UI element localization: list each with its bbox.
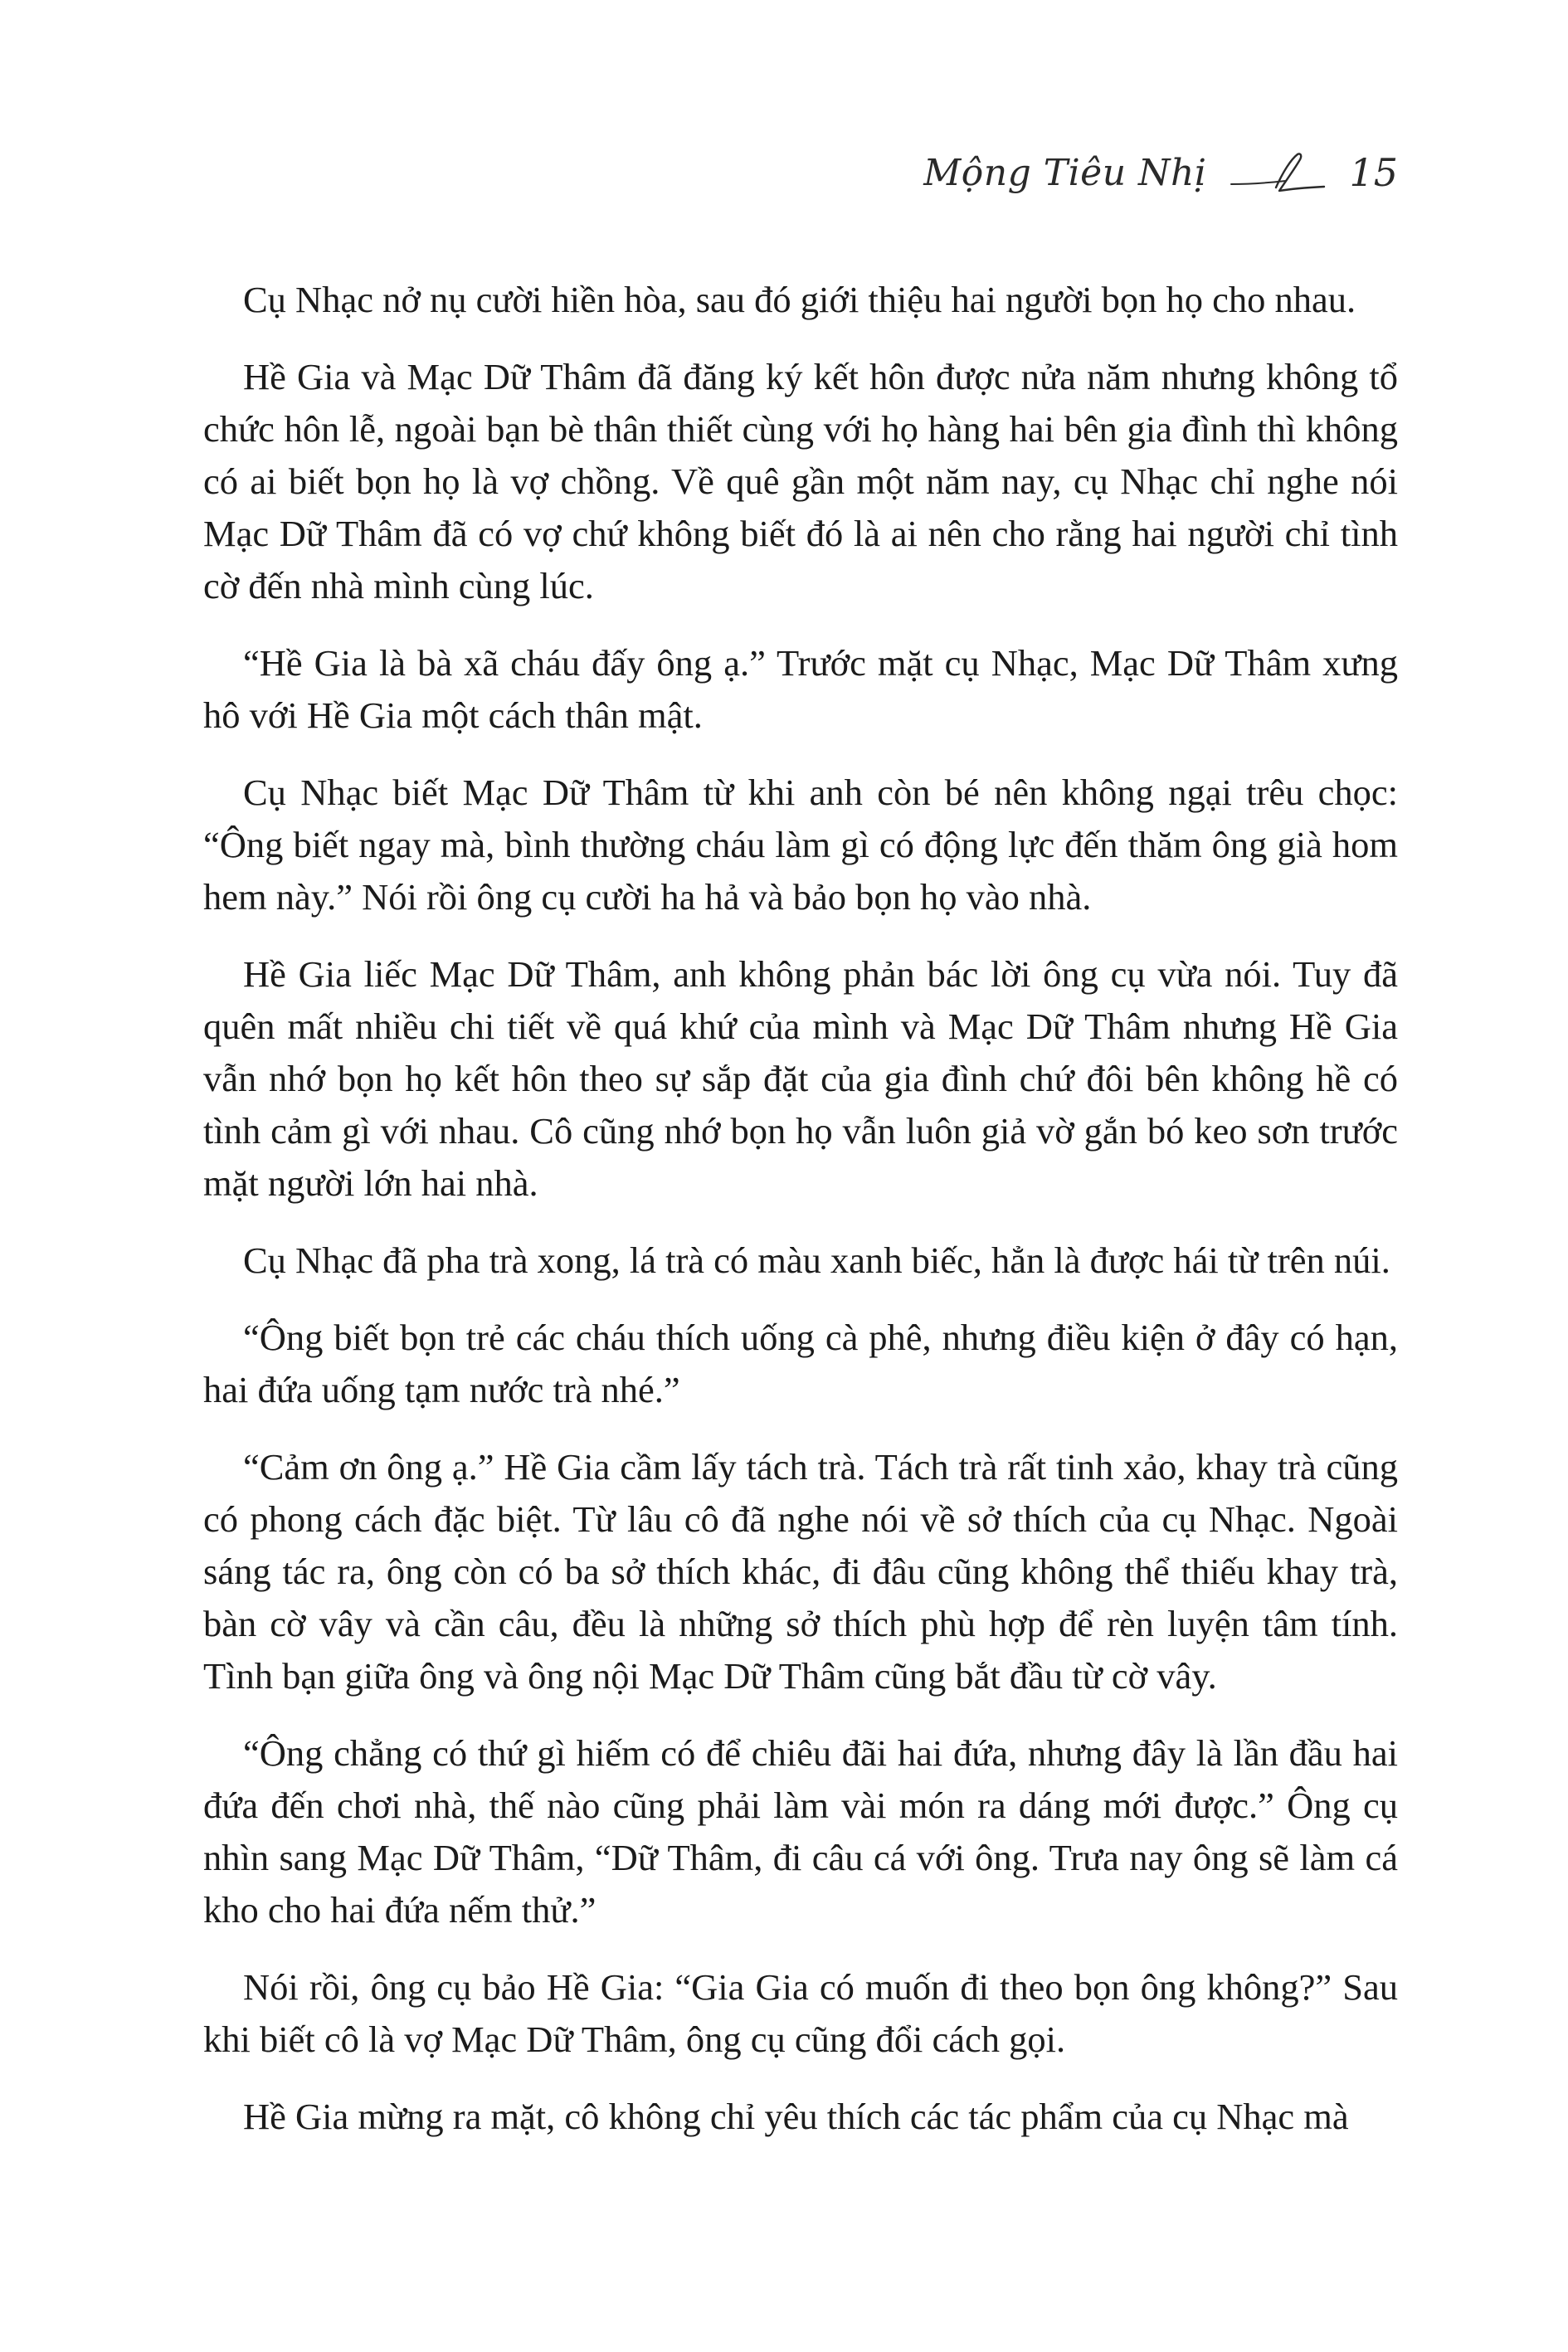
paragraph: “Cảm ơn ông ạ.” Hề Gia cầm lấy tách trà. Tách trà rất tinh xảo, khay trà cũng có phong cách đặc biệt. Từ lâu cô đã nghe nói về sở thích của cụ Nhạc. Ngoài sáng tác ra, ông còn có ba sở thích khác, đi đâu cũng không thể thiếu khay trà, bàn cờ vây và cần câu, đều là những sở thích phù hợp để rèn luyện tâm tính. Tình bạn giữa ông và ông nội Mạc Dữ Thâm cũng bắt đầu từ cờ vây. [203,1446,1398,1697]
paragraph: Nói rồi, ông cụ bảo Hề Gia: “Gia Gia có muốn đi theo bọn ông không?” Sau khi biết cô là vợ Mạc Dữ Thâm, ông cụ cũng đổi cách gọi. [203,1966,1398,2060]
body-text [203,274,1398,2168]
paragraph: Hề Gia liếc Mạc Dữ Thâm, anh không phản bác lời ông cụ vừa nói. Tuy đã quên mất nhiều chi tiết về quá khứ của mình và Mạc Dữ Thâm nhưng Hề Gia vẫn nhớ bọn họ kết hôn theo sự sắp đặt của gia đình chứ đôi bên không hề có tình cảm gì với nhau. Cô cũng nhớ bọn họ vẫn luôn giả vờ gắn bó keo sơn trước mặt người lớn hai nhà. [203,953,1398,1204]
paragraph: “Ông chẳng có thứ gì hiếm có để chiêu đãi hai đứa, nhưng đây là lần đầu hai đứa đến chơi nhà, thế nào cũng phải làm vài món ra dáng mới được.” Ông cụ nhìn sang Mạc Dữ Thâm, “Dữ Thâm, đi câu cá với ông. Trưa nay ông sẽ làm cá kho cho hai đứa nếm thử.” [203,1732,1398,1931]
quill-flourish-icon [1228,148,1327,197]
paragraph: Hề Gia mừng ra mặt, cô không chỉ yêu thích các tác phẩm của cụ Nhạc mà [243,2096,1349,2137]
paragraph: Cụ Nhạc nở nụ cười hiền hòa, sau đó giới thiệu hai người bọn họ cho nhau. [243,279,1356,320]
running-header [923,139,1398,206]
book-title: Mộng Tiêu Nhị [923,151,1207,194]
paragraph: Cụ Nhạc biết Mạc Dữ Thâm từ khi anh còn bé nên không ngại trêu chọc: “Ông biết ngay mà, bình thường cháu làm gì có động lực đến thăm ông già hom hem này.” Nói rồi ông cụ cười ha hả và bảo bọn họ vào nhà. [203,772,1398,918]
paragraph: Hề Gia và Mạc Dữ Thâm đã đăng ký kết hôn được nửa năm nhưng không tổ chức hôn lễ, ngoài bạn bè thân thiết cùng với họ hàng hai bên gia đình thì không có ai biết bọn họ là vợ chồng. Về quê gần một năm nay, cụ Nhạc chỉ nghe nói Mạc Dữ Thâm đã có vợ chứ không biết đó là ai nên cho rằng hai người chỉ tình cờ đến nhà mình cùng lúc. [203,356,1398,606]
page-number: 15 [1349,150,1398,195]
paragraph: “Ông biết bọn trẻ các cháu thích uống cà phê, nhưng điều kiện ở đây có hạn, hai đứa uống tạm nước trà nhé.” [203,1317,1398,1410]
paragraph: “Hề Gia là bà xã cháu đấy ông ạ.” Trước mặt cụ Nhạc, Mạc Dữ Thâm xưng hô với Hề Gia một cách thân mật. [203,642,1398,736]
paragraph: Cụ Nhạc đã pha trà xong, lá trà có màu xanh biếc, hẳn là được hái từ trên núi. [243,1239,1390,1281]
